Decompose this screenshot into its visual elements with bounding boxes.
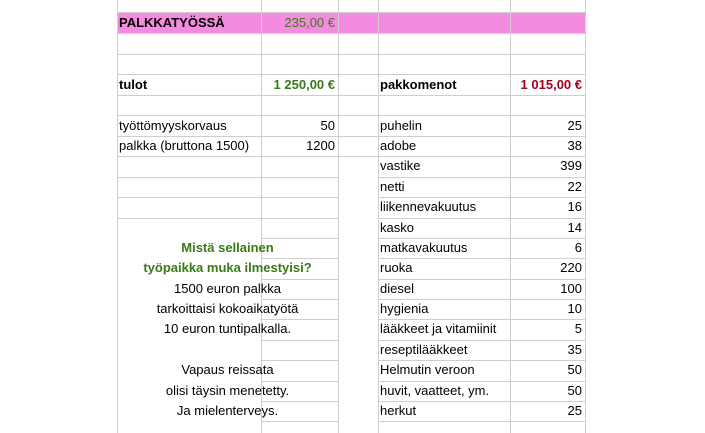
income-header[interactable]: tulot: [119, 77, 148, 92]
note-line[interactable]: Vapaus reissata: [181, 362, 274, 377]
grid-line: [117, 95, 585, 96]
grid-line: [261, 340, 338, 341]
income-row-label[interactable]: työttömyyskorvaus: [119, 118, 227, 133]
expense-row-label[interactable]: hygienia: [380, 301, 429, 316]
expense-row-label[interactable]: Helmutin veroon: [380, 362, 475, 377]
expense-row-label[interactable]: netti: [380, 179, 405, 194]
expense-row-value[interactable]: 220: [560, 260, 582, 275]
note-question-line[interactable]: Mistä sellainen: [181, 240, 274, 255]
expense-row-value[interactable]: 35: [567, 342, 582, 357]
note-question-line[interactable]: työpaikka muka ilmestyisi?: [143, 260, 312, 275]
income-row-value[interactable]: 1200: [306, 138, 335, 153]
highlight-label[interactable]: PALKKATYÖSSÄ: [119, 15, 225, 30]
grid-line: [117, 197, 261, 198]
grid-line: [117, 218, 261, 219]
note-line[interactable]: olisi täysin menetetty.: [165, 383, 290, 398]
expense-row-value[interactable]: 6: [574, 240, 582, 255]
note-line[interactable]: Ja mielenterveys.: [176, 403, 279, 418]
grid-line: [261, 197, 338, 198]
expense-row-label[interactable]: adobe: [380, 138, 417, 153]
expense-row-value[interactable]: 5: [574, 321, 582, 336]
grid-line: [338, 0, 339, 433]
grid-line: [117, 177, 261, 178]
expense-row-value[interactable]: 100: [560, 281, 582, 296]
grid-line: [261, 421, 338, 422]
expense-row-value[interactable]: 50: [567, 362, 582, 377]
note-line[interactable]: 1500 euron palkka: [174, 281, 281, 296]
expense-row-value[interactable]: 50: [567, 383, 582, 398]
expense-row-value[interactable]: 10: [567, 301, 582, 316]
expense-row-label[interactable]: reseptilääkkeet: [380, 342, 468, 357]
expense-row-label[interactable]: kasko: [380, 220, 414, 235]
highlight-value[interactable]: 235,00 €: [284, 15, 335, 30]
expense-row-value[interactable]: 38: [567, 138, 582, 153]
expenses-header[interactable]: pakkomenot: [380, 77, 457, 92]
expense-row-label[interactable]: herkut: [380, 403, 417, 418]
expense-row-value[interactable]: 22: [567, 179, 582, 194]
note-line[interactable]: 10 euron tuntipalkalla.: [163, 321, 292, 336]
expense-row-label[interactable]: matkavakuutus: [380, 240, 468, 255]
income-total[interactable]: 1 250,00 €: [273, 77, 335, 92]
grid-line: [261, 177, 338, 178]
expense-row-label[interactable]: diesel: [380, 281, 414, 296]
expense-row-label[interactable]: puhelin: [380, 118, 422, 133]
expense-row-value[interactable]: 14: [567, 220, 582, 235]
expense-row-label[interactable]: vastike: [380, 158, 421, 173]
expense-row-label[interactable]: liikennevakuutus: [380, 199, 477, 214]
expense-row-label[interactable]: lääkkeet ja vitamiinit: [380, 321, 497, 336]
grid-line: [117, 54, 585, 55]
expense-row-value[interactable]: 16: [567, 199, 582, 214]
note-line[interactable]: tarkoittaisi kokoaikatyötä: [156, 301, 299, 316]
expenses-total[interactable]: 1 015,00 €: [520, 77, 582, 92]
income-row-value[interactable]: 50: [320, 118, 335, 133]
expense-row-value[interactable]: 399: [560, 158, 582, 173]
income-row-label[interactable]: palkka (bruttona 1500): [119, 138, 250, 153]
grid-line: [261, 218, 338, 219]
expense-row-label[interactable]: ruoka: [380, 260, 413, 275]
grid-line: [585, 0, 586, 433]
grid-line: [117, 33, 585, 34]
expense-row-value[interactable]: 25: [567, 403, 582, 418]
expense-row-label[interactable]: huvit, vaatteet, ym.: [380, 383, 490, 398]
grid-line: [378, 421, 585, 422]
expense-row-value[interactable]: 25: [567, 118, 582, 133]
